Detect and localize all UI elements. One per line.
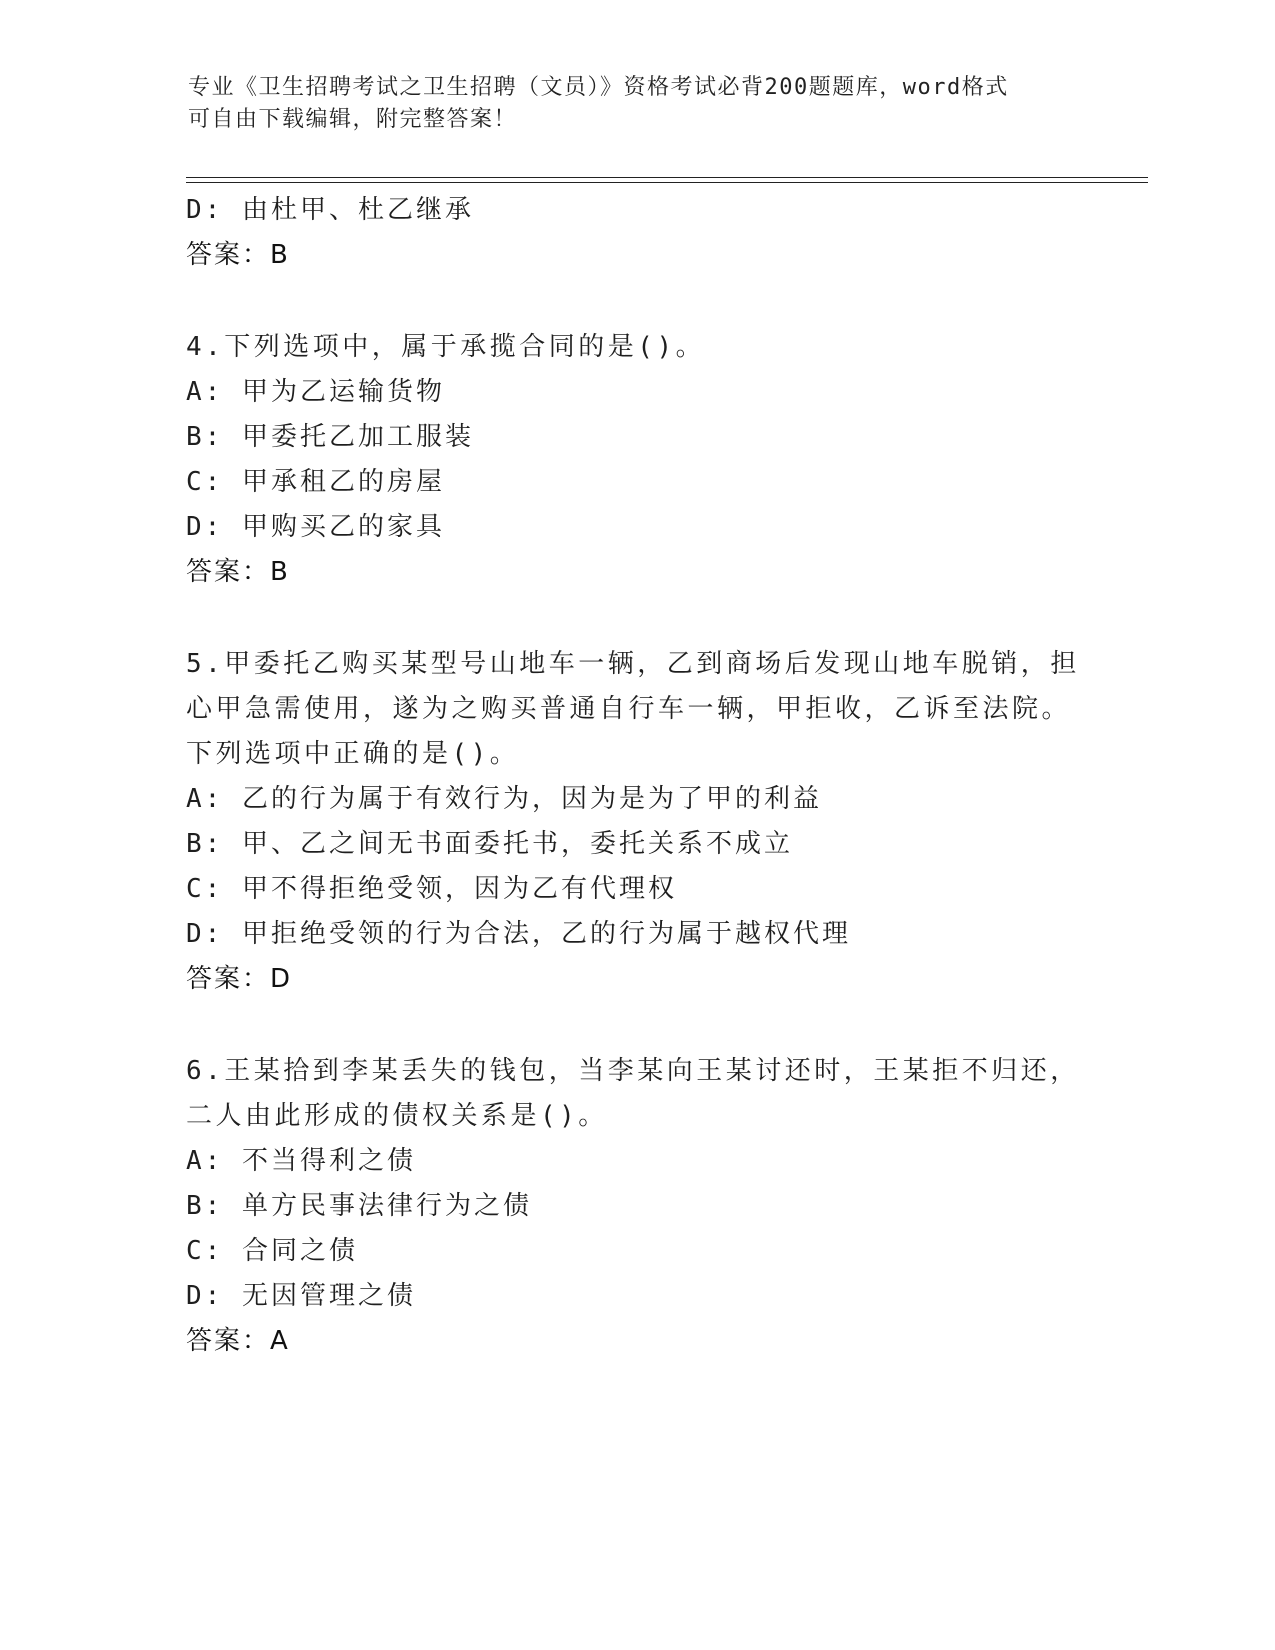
header-divider-top xyxy=(186,177,1148,178)
option-b: B: 甲委托乙加工服装 xyxy=(186,422,474,452)
question-stem-line-3: 下列选项中正确的是()。 xyxy=(186,739,520,769)
page-header xyxy=(188,72,1068,136)
question-stem: 4.下列选项中，属于承揽合同的是()。 xyxy=(186,332,706,362)
option-c: C: 合同之债 xyxy=(186,1236,358,1266)
question-block-6 xyxy=(186,1049,1080,1364)
option-d: D: 无因管理之债 xyxy=(186,1281,416,1311)
option-c: C: 甲承租乙的房屋 xyxy=(186,467,445,497)
question-block-3-tail xyxy=(186,188,1066,278)
header-line-1: 专业《卫生招聘考试之卫生招聘（文员）》资格考试必背200题题库，word格式 xyxy=(188,75,1009,100)
question-stem-line-1: 5.甲委托乙购买某型号山地车一辆，乙到商场后发现山地车脱销，担 xyxy=(186,649,1080,679)
option-b: B: 单方民事法律行为之债 xyxy=(186,1191,532,1221)
answer-line: 答案：B xyxy=(186,240,290,270)
question-block-4 xyxy=(186,325,1066,595)
document-body xyxy=(186,188,1080,1364)
question-stem-line-2: 心甲急需使用，遂为之购买普通自行车一辆，甲拒收，乙诉至法院。 xyxy=(186,694,1072,724)
option-a: A: 乙的行为属于有效行为，因为是为了甲的利益 xyxy=(186,784,822,814)
header-line-2: 可自由下载编辑，附完整答案！ xyxy=(188,107,518,132)
option-a: A: 甲为乙运输货物 xyxy=(186,377,445,407)
option-d: D: 由杜甲、杜乙继承 xyxy=(186,195,474,225)
question-stem-line-1: 6.王某拾到李某丢失的钱包，当李某向王某讨还时，王某拒不归还， xyxy=(186,1056,1080,1086)
option-c: C: 甲不得拒绝受领，因为乙有代理权 xyxy=(186,874,677,904)
answer-line: 答案：B xyxy=(186,557,290,587)
question-block-5 xyxy=(186,642,1080,1002)
option-a: A: 不当得利之债 xyxy=(186,1146,416,1176)
option-b: B: 甲、乙之间无书面委托书，委托关系不成立 xyxy=(186,829,793,859)
header-divider-bottom xyxy=(186,182,1148,183)
question-stem-line-2: 二人由此形成的债权关系是()。 xyxy=(186,1101,608,1131)
answer-line: 答案：D xyxy=(186,964,293,994)
option-d: D: 甲拒绝受领的行为合法，乙的行为属于越权代理 xyxy=(186,919,851,949)
option-d: D: 甲购买乙的家具 xyxy=(186,512,445,542)
answer-line: 答案：A xyxy=(186,1326,290,1356)
